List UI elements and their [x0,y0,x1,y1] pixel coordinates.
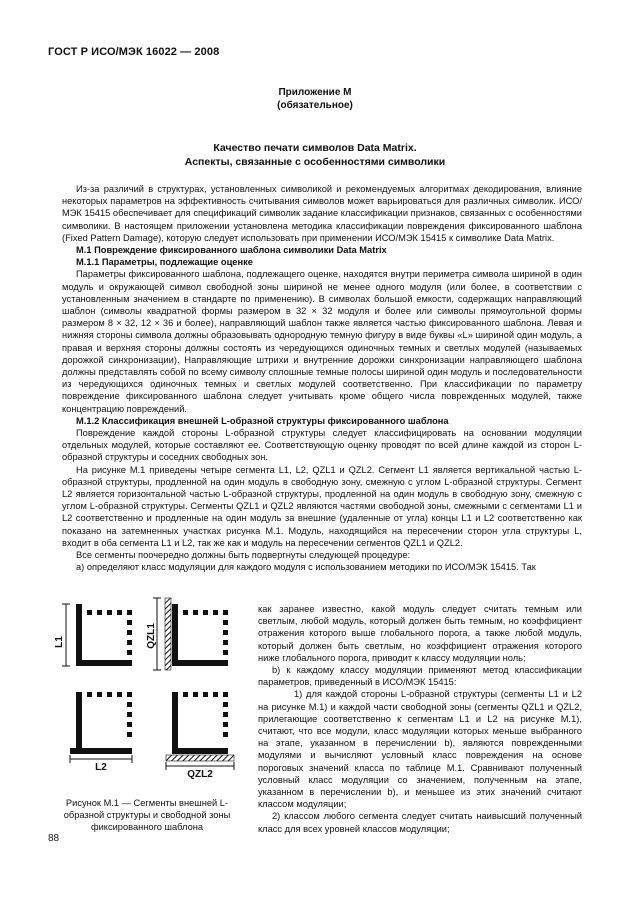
page-number: 88 [48,833,60,844]
label-l1: L1 [54,636,65,648]
label-qzl2: QZL2 [187,769,213,780]
page-title-line1: Качество печати символов Data Matrix. [213,142,417,154]
m11-paragraph: Параметры фиксированного шаблона, подлежащего оценке, находятся внутри периметра символа шириной в один модуль и окружающей символ свободной зоны шириной не менее одного модуля (или более, в соответствии с установленным значением в стандарте по применению). В символах большой емкости, содержащих направляющий шаблон (символы квадратной формы размером в 32 × 32 модуля и более или символы прямоугольной формы размером 8 × 32, 12 × 36 и более), направляющий шаблон также является частью фиксированного шаблона. Левая и нижняя стороны символа должны образовывать однородную темную фигуру в виде буквы «L» шириной один модуль, а правая и верхняя стороны должны состоять из чередующихся одиночных темных и светлых модулей (называемых дорожкой синхронизации). Направляющие штрихи и внутренние дорожки синхронизации направляющего шаблона должны представлять собой по всему символу сплошные темные полосы шириной один модуль и последовательности из чередующихся одиночных темных и светлых модулей соответственно. При классификации по параметру повреждение фиксированного шаблона следует учитывать кроме общего числа поврежденных модулей, также концентрацию повреждений. [62,269,582,414]
m12-item-a-rest: как заранее известно, какой модуль следует считать темным или светлым, любой модуль, который должен быть темным, но коэффициент отражения которого выше глобального порога, а также любой модуль, который должен быть светлым, но коэффициент отражения которого ниже глобального порога, приводит к классу модуляции ноль; [258,604,582,663]
section-m1-heading: М.1 Повреждение фиксированного шаблона символики Data Matrix [76,245,387,256]
page-title-line2: Аспекты, связанные с особенностями символики [184,156,446,168]
m12-item-b1: 1) для каждой стороны L-образной структуры (сегменты L1 и L2 на рисунке М.1) и каждой части свободной зоны (сегменты QZL1 и QZL2, прилегающие соответственно к сегментам L1 и L2 на рисунке М.1), считают, что все модули, класс модуляции которых меньше выбранного на этапе, указанном в перечислении b), являются поврежденными модулями и вычисляют условный класс повреждения на основе пороговых значений класса по таблице М.1. Сравнивают полученный условный класс модуляции со значением, полученным на этапе, указанном в перечислении b), и меньшее из этих значений считают классом модуляции; [258,689,582,810]
m12-paragraph-3: Все сегменты поочередно должны быть подвергнуты следующей процедуре: [76,550,411,561]
figure-caption: Рисунок М.1 — Сегменты внешней L-образной структуры и свободной зоны фиксированного шаблона [63,798,231,833]
document-header: ГОСТ Р ИСО/МЭК 16022 — 2008 [48,46,220,58]
diagram-l2 [70,692,132,773]
section-m11-heading: М.1.1 Параметры, подлежащие оценке [76,257,253,268]
diagram-l1 [54,604,132,666]
label-qzl1: QZL1 [146,623,157,649]
m12-paragraph-2: На рисунке М.1 приведены четыре сегмента L1, L2, QZL1 и QZL2. Сегмент L1 является вертикальной частью L-образной структуры, продленной на один модуль в свободную зону, смежную с углом L-образной структуры. Сегмент L2 является горизонтальной частью L-образной структуры, продленной на один модуль в свободную зону, смежную с углом L-образной структуры. Сегменты QZL1 и QZL2 являются частями свободной зоны, смежными с сегментами L1 и L2 соответственно и продленные на один модуль за внешние (удаленные от угла) концы L1 и L2 соответственно как показано на затемненных участках рисунка М.1. Модуль, находящийся на пересечении сторон угла структуры L, входит в оба сегмента L1 и L2, так же как и модуль на пересечении сегментов QZL1 и QZL2. [62,464,582,548]
m12-paragraph-1: Повреждение каждой стороны L-образной структуры следует классифицировать на основании модуляции отдельных модулей, которые составляют ее. Соответствующую оценку проводят по всей длине каждой из сторон L-образной структуры и соседних свободных зон. [62,428,582,463]
figure-m1 [44,588,256,796]
m12-item-b: b) к каждому классу модуляции применяют метод классификации параметров, приведенный в ИСО/МЭК 15415: [258,665,582,688]
diagram-qzl1 [146,598,228,670]
label-l2: L2 [95,762,107,773]
m12-item-a-first-line: а) определяют класс модуляции для каждого модуля с использованием методики по ИСО/МЭК 15415. Так [76,562,536,573]
appendix-title: Приложение М [278,87,352,98]
section-m12-heading: М.1.2 Классификация внешней L-образной структуры фиксированного шаблона [76,415,449,426]
body-text [62,183,582,574]
right-column-text [258,603,582,835]
appendix-note: (обязательное) [277,100,353,111]
m12-item-b2: 2) классом любого сегмента следует считать наивысший полученный класс для всех уровней классов модуляции; [258,811,582,834]
diagram-qzl2 [166,692,234,780]
intro-paragraph: Из-за различий в структурах, установленных символикой и рекомендуемых алгоритмах декодирования, влияние некоторых параметров на эффективность считывания символов может варьироваться для различных символик. ИСО/МЭК 15415 обеспечивает для спецификаций символик задание классификации признаков, связанных с особенностями символики. В настоящем приложении установлена методика классификации повреждения фиксированного шаблона (Fixed Pattern Damage), которую следует использовать при применении ИСО/МЭК 15415 к символике Data Matrix. [62,184,582,243]
